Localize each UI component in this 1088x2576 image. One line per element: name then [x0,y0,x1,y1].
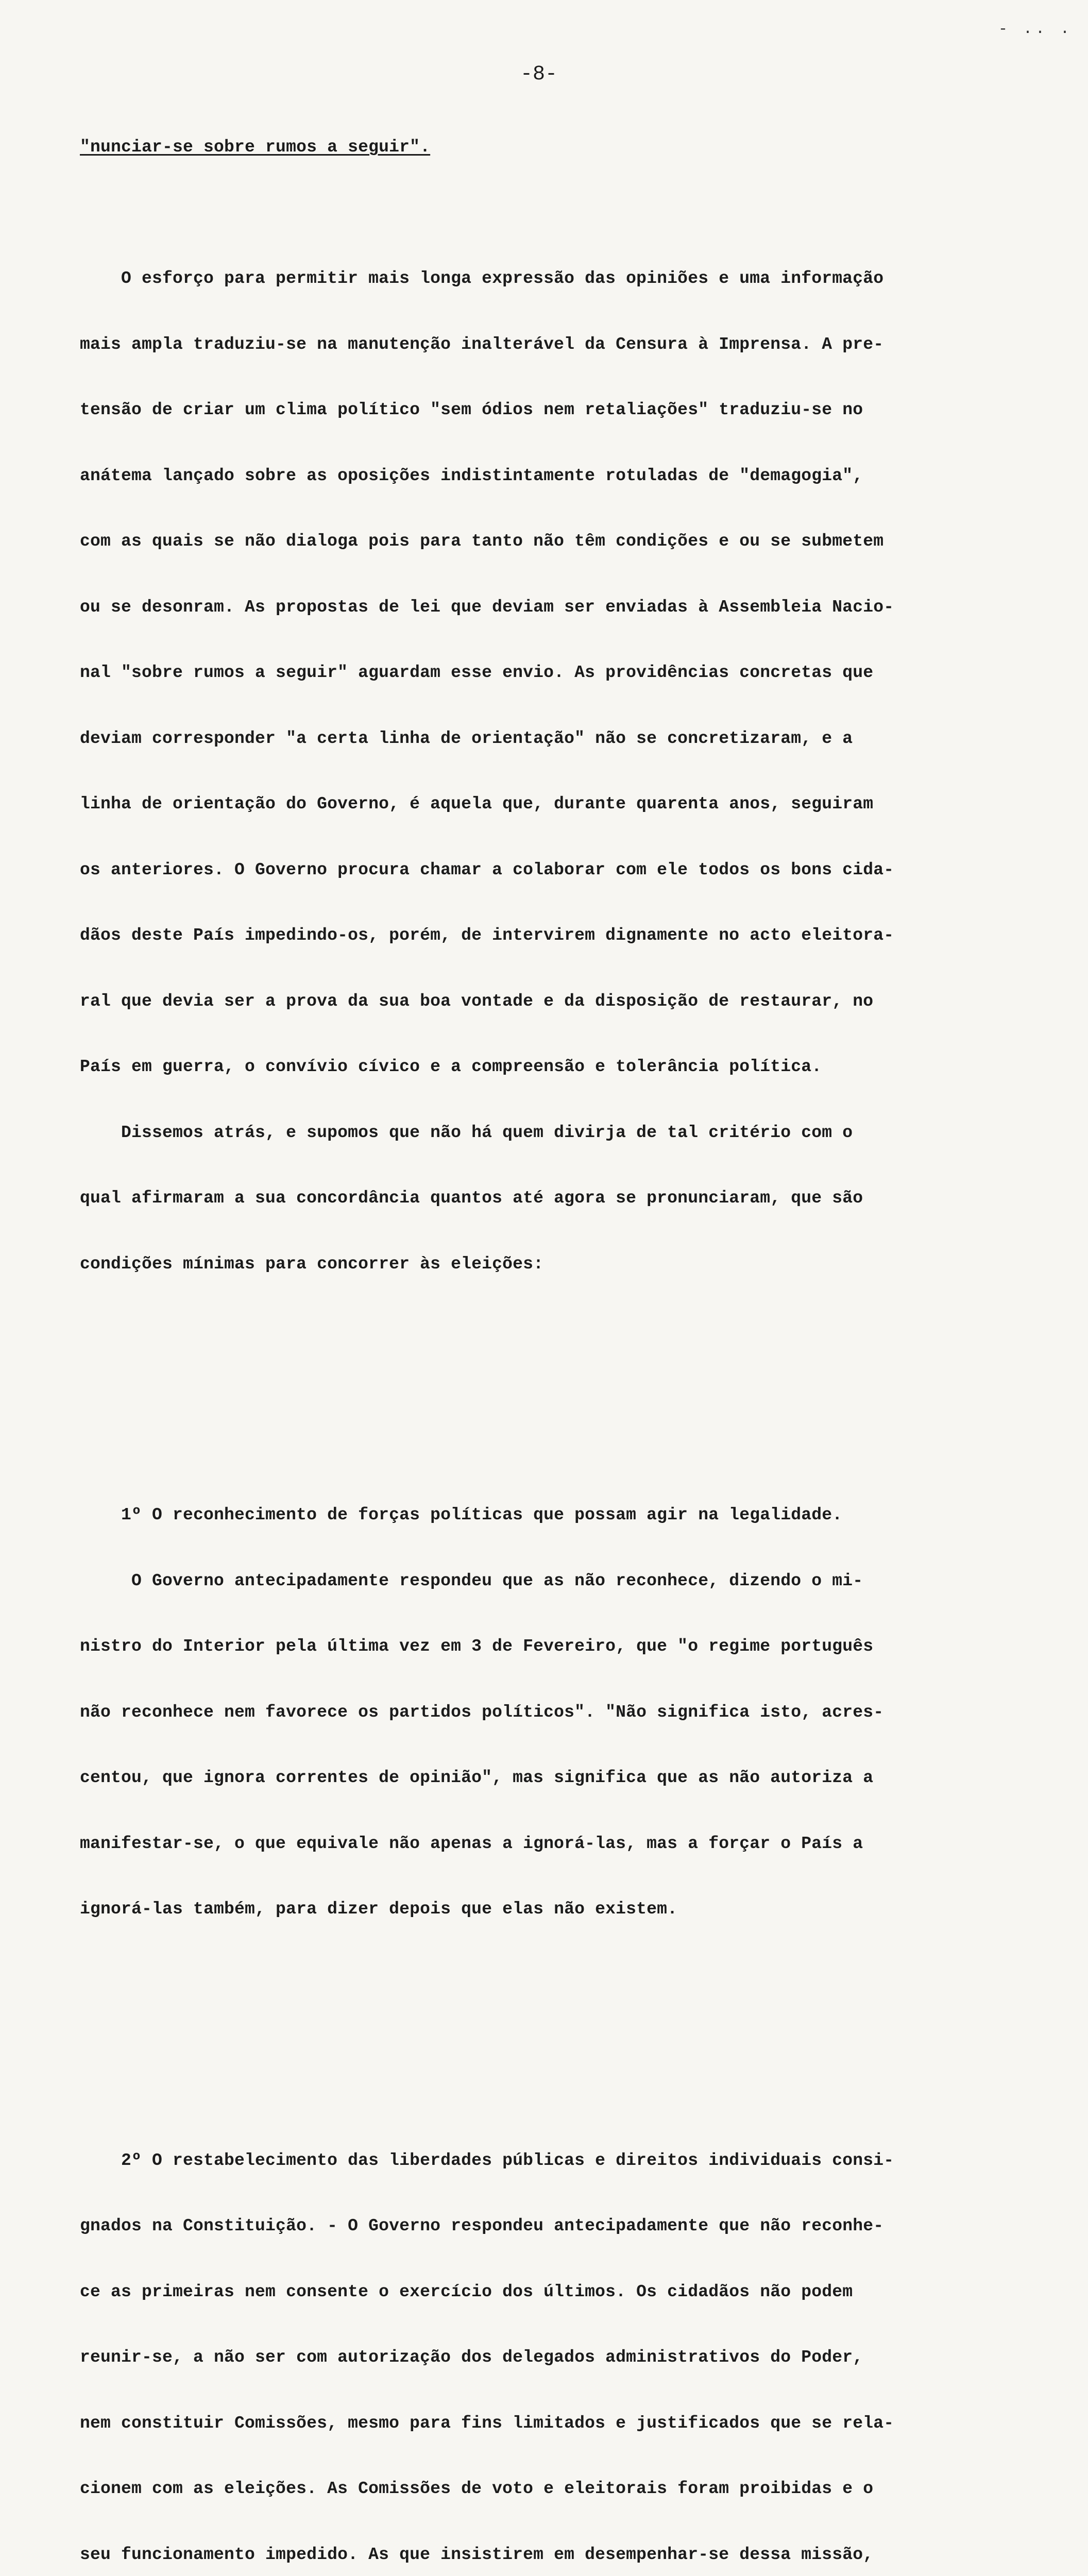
text-line: anátema lançado sobre as oposições indistintamente rotuladas de "demagogia", [80,465,1043,487]
text-line: cionem com as eleições. As Comissões de voto e eleitorais foram proibidas e o [80,2478,1043,2500]
text-line: nal "sobre rumos a seguir" aguardam esse envio. As providências concretas que [80,662,1043,684]
text-line: deviam corresponder "a certa linha de orientação" não se concretizaram, e a [80,728,1043,750]
text-line: não reconhece nem favorece os partidos políticos". "Não significa isto, acres- [80,1702,1043,1724]
corner-marks: - .. . [998,21,1073,38]
text-line: O esforço para permitir mais longa expressão das opiniões e uma informação [80,268,1043,290]
paragraph-condition-1 [80,1461,1043,1964]
text-line: condições mínimas para concorrer às eleições: [80,1253,1043,1276]
text-line: 1º O reconhecimento de forças políticas que possam agir na legalidade. [80,1504,1043,1527]
opening-line: "nunciar-se sobre rumos a seguir". [80,137,1043,159]
text-line: com as quais se não dialoga pois para tanto não têm condições e ou se submetem [80,531,1043,553]
text-line: linha de orientação do Governo, é aquela que, durante quarenta anos, seguiram [80,793,1043,816]
text-line: nem constituir Comissões, mesmo para fins limitados e justificados que se rela- [80,2413,1043,2435]
text-line: ou se desonram. As propostas de lei que deviam ser enviadas à Assembleia Nacio- [80,597,1043,619]
text-line: O Governo antecipadamente respondeu que as não reconhece, dizendo o mi- [80,1570,1043,1592]
paragraph-intro [80,224,1043,1319]
page-number: -8- [520,62,557,88]
text-line: reunir-se, a não ser com autorização dos delegados administrativos do Poder, [80,2347,1043,2369]
text-line: qual afirmaram a sua concordância quantos até agora se pronunciaram, que são [80,1188,1043,1210]
text-line: mais ampla traduziu-se na manutenção inalterável da Censura à Imprensa. A pre- [80,334,1043,356]
text-line: manifestar-se, o que equivale não apenas a ignorá-las, mas a forçar o País a [80,1833,1043,1855]
text-line: dãos deste País impedindo-os, porém, de intervirem dignamente no acto eleitora- [80,925,1043,947]
paragraph-condition-2 [80,2106,1043,2576]
text-line: País em guerra, o convívio cívico e a compreensão e tolerância política. [80,1056,1043,1078]
text-line: ignorá-las também, para dizer depois que elas não existem. [80,1899,1043,1921]
text-line: 2º O restabelecimento das liberdades públicas e direitos individuais consi- [80,2150,1043,2172]
text-line: seu funcionamento impedido. As que insistirem em desempenhar-se dessa missão, [80,2544,1043,2566]
text-line: ral que devia ser a prova da sua boa vontade e da disposição de restaurar, no [80,991,1043,1013]
text-line: os anteriores. O Governo procura chamar a colaborar com ele todos os bons cida- [80,859,1043,882]
text-line: tensão de criar um clima político "sem ódios nem retaliações" traduziu-se no [80,399,1043,421]
document-body [80,93,1043,2576]
text-line: ce as primeiras nem consente o exercício dos últimos. Os cidadãos não podem [80,2281,1043,2303]
text-line: gnados na Constituição. - O Governo respondeu antecipadamente que não reconhe- [80,2215,1043,2238]
text-line: nistro do Interior pela última vez em 3 de Fevereiro, que "o regime português [80,1636,1043,1658]
text-line: centou, que ignora correntes de opinião", mas significa que as não autoriza a [80,1767,1043,1789]
text-line: Dissemos atrás, e supomos que não há quem divirja de tal critério com o [80,1122,1043,1144]
